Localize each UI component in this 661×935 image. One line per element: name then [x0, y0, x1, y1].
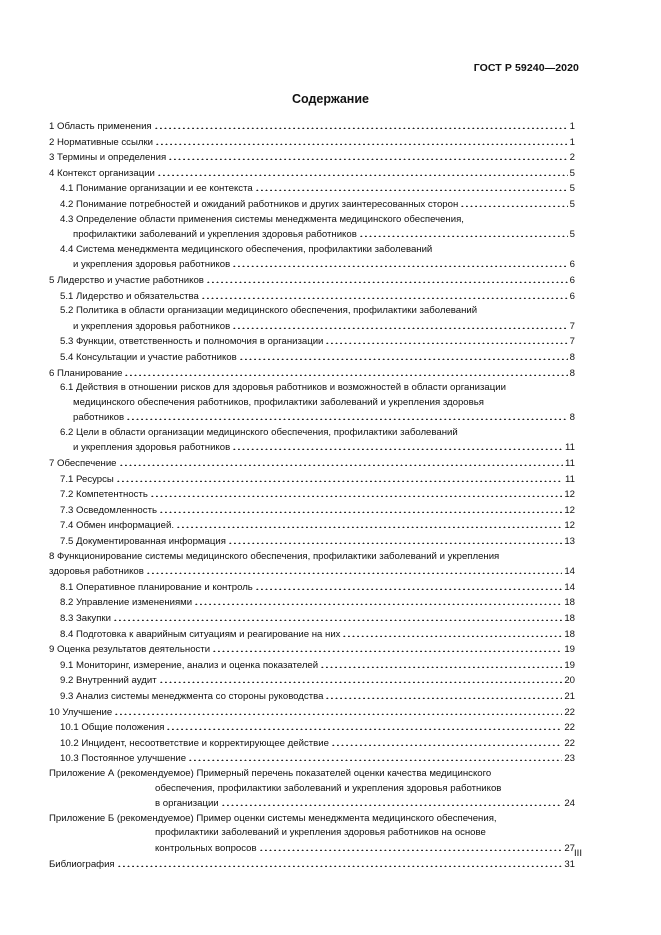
- toc-entry-text: и укрепления здоровья работников: [73, 259, 231, 271]
- toc-page-number: 21: [564, 690, 575, 702]
- toc-entry[interactable]: [49, 518, 575, 534]
- toc-page-number: 14: [564, 566, 575, 578]
- toc-entry[interactable]: [49, 289, 575, 305]
- toc-entry[interactable]: [49, 334, 575, 350]
- toc-entry[interactable]: [49, 273, 575, 289]
- toc-entry-text: 9.2 Внутренний аудит: [60, 675, 157, 687]
- toc-page-number: 11: [565, 442, 575, 454]
- dot-leader: [201, 289, 568, 299]
- toc-entry[interactable]: [49, 705, 575, 721]
- toc-entry-text: 9.1 Мониторинг, измерение, анализ и оценка показателей: [60, 659, 319, 671]
- toc-page-number: 14: [564, 581, 575, 593]
- dot-leader: [255, 181, 568, 191]
- toc-page-number: 6: [569, 274, 575, 286]
- dot-leader: [320, 658, 562, 668]
- toc-entry-text: контрольных вопросов: [155, 842, 257, 854]
- toc-entry-text: и укрепления здоровья работников: [73, 320, 231, 332]
- toc-entry-text: 6.2 Цели в области организации медицинского обеспечения, профилактики заболеваний: [60, 426, 458, 438]
- toc-entry-text: медицинского обеспечения работников, профилактики заболеваний и укрепления здоровья: [73, 396, 484, 408]
- dot-leader: [159, 503, 562, 513]
- toc-entry-text: 10 Улучшение: [49, 706, 113, 718]
- toc-page-number: 18: [564, 628, 575, 640]
- toc-page-number: 6: [569, 259, 575, 271]
- dot-leader: [168, 150, 567, 160]
- dot-leader: [342, 627, 562, 637]
- toc-entry[interactable]: [49, 197, 575, 213]
- toc-entry-text: 4.4 Система менеджмента медицинского обеспечения, профилактики заболеваний: [60, 243, 433, 255]
- dot-leader: [188, 751, 562, 761]
- toc-entry-text: обеспечения, профилактики заболеваний и укрепления здоровья работников: [155, 782, 502, 794]
- toc-entry-text: профилактики заболеваний и укрепления здоровья работников на основе: [155, 827, 486, 839]
- toc-entry[interactable]: [49, 472, 575, 488]
- toc-entry-text: 7.3 Осведомленность: [60, 504, 157, 516]
- toc-entry[interactable]: [49, 689, 575, 705]
- toc-entry[interactable]: [49, 658, 575, 674]
- dot-leader: [146, 564, 563, 574]
- toc-page-number: 8: [569, 367, 575, 379]
- toc-entry-text: 10.1 Общие положения: [60, 722, 165, 734]
- toc-page-number: 22: [564, 706, 575, 718]
- toc-entry[interactable]: [49, 812, 575, 857]
- toc-entry-text: Приложение Б (рекомендуемое) Пример оценки системы менеджмента медицинского обеспечения,: [49, 812, 497, 824]
- toc-page-number: 31: [564, 858, 575, 870]
- toc-page-number: 2: [569, 152, 575, 164]
- toc-page-number: 6: [569, 290, 575, 302]
- toc-entry[interactable]: [49, 426, 575, 456]
- toc-entry[interactable]: [49, 166, 575, 182]
- toc-entry[interactable]: [49, 550, 575, 580]
- dot-leader: [157, 166, 568, 176]
- toc-entry-text: 9 Оценка результатов деятельности: [49, 644, 211, 656]
- toc-entry-text: 7.2 Компетентность: [60, 489, 148, 501]
- toc-entry[interactable]: [49, 751, 575, 767]
- dot-leader: [194, 595, 562, 605]
- dot-leader: [232, 257, 567, 267]
- dot-leader: [119, 456, 564, 466]
- toc-page-number: 7: [569, 320, 575, 332]
- toc-page-number: 23: [564, 753, 575, 765]
- toc-entry[interactable]: [49, 135, 575, 151]
- toc-entry-text: 6.1 Действия в отношении рисков для здоровья работников и возможностей в области организации: [60, 382, 506, 394]
- dot-leader: [176, 518, 562, 528]
- toc-page-number: 12: [564, 520, 575, 532]
- toc-entry-text: 4.1 Понимание организации и ее контекста: [60, 183, 253, 195]
- toc-entry-text: и укрепления здоровья работников: [73, 442, 231, 454]
- toc-entry[interactable]: [49, 381, 575, 426]
- dot-leader: [154, 119, 568, 129]
- toc-page-number: 1: [569, 121, 575, 132]
- toc-page-number: 24: [564, 798, 575, 810]
- toc-entry-text: 7.1 Ресурсы: [60, 473, 114, 485]
- dot-leader: [359, 227, 568, 237]
- toc-entry-text: 8.3 Закупки: [60, 613, 111, 624]
- dot-leader: [124, 366, 567, 376]
- dot-leader: [232, 319, 567, 329]
- toc-entry-text: 5.2 Политика в области организации медицинского обеспечения, профилактики заболеваний: [60, 305, 478, 317]
- toc-entry-text: 4 Контекст организации: [49, 167, 155, 179]
- dot-leader: [212, 642, 562, 652]
- toc-page-number: 19: [564, 644, 575, 656]
- dot-leader: [228, 534, 562, 544]
- toc-entry[interactable]: [49, 487, 575, 503]
- toc-entry[interactable]: [49, 456, 575, 472]
- toc-entry-text: здоровья работников: [49, 566, 144, 578]
- toc-page-number: 11: [565, 458, 575, 470]
- document-number: ГОСТ Р 59240—2020: [473, 62, 579, 74]
- toc-page-number: 8: [569, 351, 575, 363]
- toc-page-number: 12: [564, 504, 575, 516]
- toc-entry-text: 6 Планирование: [49, 367, 123, 379]
- page-number: III: [574, 848, 582, 859]
- toc-entry[interactable]: [49, 767, 575, 812]
- toc-entry[interactable]: [49, 213, 575, 243]
- dot-leader: [239, 350, 568, 360]
- dot-leader: [259, 841, 563, 851]
- toc-entry[interactable]: [49, 595, 575, 611]
- dot-leader: [460, 197, 567, 207]
- toc-entry[interactable]: [49, 366, 575, 382]
- toc-page-number: 1: [569, 136, 575, 148]
- dot-leader: [221, 796, 563, 806]
- toc-entry[interactable]: [49, 243, 575, 273]
- toc-entry-text: 7.5 Документированная информация: [60, 536, 226, 548]
- dot-leader: [150, 487, 562, 497]
- toc-entry[interactable]: [49, 673, 575, 689]
- toc-entry[interactable]: [49, 350, 575, 366]
- dot-leader: [155, 135, 568, 145]
- toc-entry[interactable]: [49, 611, 575, 627]
- toc-entry-text: 10.3 Постоянное улучшение: [60, 753, 187, 765]
- dot-leader: [116, 472, 563, 482]
- toc-entry-text: 3 Термины и определения: [49, 152, 167, 164]
- toc-entry[interactable]: [49, 534, 575, 550]
- toc-entry-text: в организации: [155, 798, 219, 810]
- toc-entry[interactable]: [49, 720, 575, 736]
- toc-entry-text: профилактики заболеваний и укрепления здоровья работников: [73, 229, 357, 241]
- toc-entry[interactable]: [49, 304, 575, 334]
- dot-leader: [232, 440, 563, 450]
- toc-entry-text: 5.4 Консультации и участие работников: [60, 351, 237, 363]
- toc-page-number: 22: [564, 722, 575, 734]
- dot-leader: [166, 720, 562, 730]
- toc-page-number: 5: [569, 198, 575, 210]
- dot-leader: [325, 689, 562, 699]
- toc-entry-text: 1 Область применения: [49, 121, 152, 132]
- toc-entry[interactable]: [49, 580, 575, 596]
- toc-page-number: 5: [569, 167, 575, 179]
- toc-page-number: 19: [564, 659, 575, 671]
- toc-entry[interactable]: [49, 181, 575, 197]
- toc-page-number: 13: [564, 536, 575, 548]
- toc-entry-text: 9.3 Анализ системы менеджмента со стороны руководства: [60, 690, 324, 702]
- dot-leader: [331, 736, 562, 746]
- page-title: Содержание: [291, 92, 369, 106]
- toc-entry-text: работников: [73, 412, 125, 424]
- toc-page-number: 5: [569, 183, 575, 195]
- toc-entry[interactable]: [49, 642, 575, 658]
- dot-leader: [206, 273, 568, 283]
- dot-leader: [114, 705, 562, 715]
- toc-entry[interactable]: [49, 736, 575, 752]
- toc-entry[interactable]: [49, 857, 575, 873]
- dot-leader: [117, 857, 563, 867]
- toc-entry-text: 5.1 Лидерство и обязательства: [60, 290, 199, 302]
- toc-entry-text: 7 Обеспечение: [49, 458, 117, 470]
- toc-page-number: 18: [564, 597, 575, 609]
- toc-page-number: 12: [564, 489, 575, 501]
- toc-page-number: 20: [564, 675, 575, 687]
- dot-leader: [113, 611, 562, 621]
- toc-entry-text: 10.2 Инцидент, несоответствие и корректирующее действие: [60, 737, 329, 749]
- toc-page-number: 8: [569, 412, 575, 424]
- toc-entry-text: 4.2 Понимание потребностей и ожиданий работников и других заинтересованных сторон: [60, 198, 459, 210]
- toc-entry[interactable]: [49, 627, 575, 643]
- toc-entry-text: 2 Нормативные ссылки: [49, 136, 154, 148]
- toc-page-number: 18: [564, 613, 575, 624]
- toc-entry-text: Библиография: [49, 858, 115, 870]
- toc-entry-text: 5 Лидерство и участие работников: [49, 274, 204, 286]
- dot-leader: [159, 673, 563, 683]
- dot-leader: [255, 580, 563, 590]
- toc-page-number: 27: [564, 842, 575, 854]
- toc-entry-text: 4.3 Определение области применения системы менеджмента медицинского обеспечения,: [60, 213, 464, 225]
- toc-entry[interactable]: [49, 119, 575, 135]
- toc-entry[interactable]: [49, 150, 575, 166]
- toc-entry[interactable]: [49, 503, 575, 519]
- toc-page-number: 7: [569, 336, 575, 348]
- toc-entry-text: 5.3 Функции, ответственность и полномочия в организации: [60, 336, 324, 348]
- dot-leader: [325, 334, 567, 344]
- table-of-contents: [49, 119, 575, 872]
- toc-entry-text: 7.4 Обмен информацией.: [60, 520, 175, 532]
- toc-entry-text: 8.2 Управление изменениями: [60, 597, 193, 609]
- toc-page-number: 11: [565, 473, 575, 485]
- dot-leader: [126, 410, 568, 420]
- toc-entry-text: 8.4 Подготовка к аварийным ситуациям и реагирование на них: [60, 628, 341, 640]
- toc-entry-text: Приложение А (рекомендуемое) Примерный перечень показателей оценки качества медицинского: [49, 767, 492, 779]
- toc-entry-text: 8 Функционирование системы медицинского обеспечения, профилактики заболеваний и укрепления: [49, 550, 500, 562]
- toc-page-number: 22: [564, 737, 575, 749]
- toc-page-number: 5: [569, 229, 575, 241]
- toc-entry-text: 8.1 Оперативное планирование и контроль: [60, 581, 253, 593]
